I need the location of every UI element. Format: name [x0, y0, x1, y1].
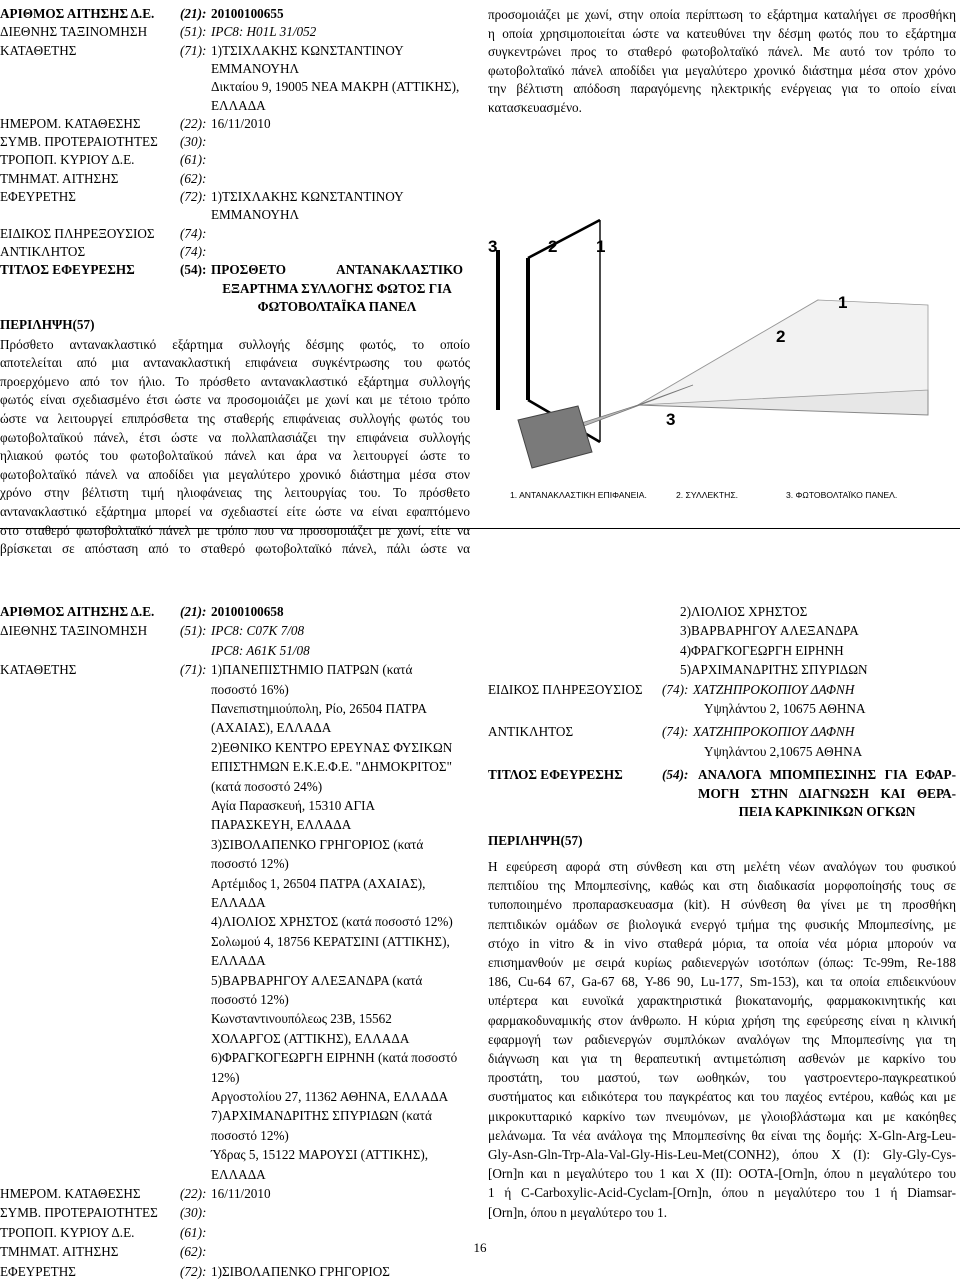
- reflector-perspective-view: [518, 293, 928, 468]
- biblio-code: (21):: [180, 604, 207, 619]
- representative-code: (74):: [662, 724, 689, 740]
- diagram-label-3: 3: [666, 410, 676, 429]
- biblio-code: (61):: [180, 1224, 207, 1240]
- abstract-line: προσομοιάζει με χωνί, στην οποία περίπτωση το εξάρτημα καταλήγει σε προσθήκη: [488, 7, 956, 22]
- abstract-line: χρόνο στην βέλτιστη τιμή ηλιοφάνειας της λειτουργίας του. Το πρόσθετο: [0, 485, 470, 501]
- biblio-code: (22):: [180, 115, 207, 131]
- biblio-value-continuation: ΕΜΜΑΝΟΥΗΛ: [211, 207, 300, 223]
- biblio-value-continuation: (ΑΧΑΙΑΣ), ΕΛΛΑΔΑ: [211, 720, 332, 736]
- invention-title-line: ΕΞΑΡΤΗΜΑ ΣΥΛΛΟΓΗΣ ΦΩΤΟΣ ΓΙΑ: [222, 280, 452, 296]
- biblio-value: 20100100655: [211, 6, 284, 21]
- abstract-line: πεπτιδίου της Μπομπεσίνης, καθώς και στη διαδικασία μορφοποίησής τους σε: [488, 878, 956, 894]
- abstract-line: φωτοβολταϊκού πάνελ, έτσι ώστε να πολλαπλασιάζει την επιφάνεια συλλογής: [0, 429, 470, 445]
- biblio-code: (22):: [180, 1186, 207, 1201]
- biblio-value-continuation: 3)ΣΙΒΟΛΑΠΕΝΚΟ ΓΡΗΓΟΡΙΟΣ (κατά: [211, 836, 424, 852]
- abstract-line: εφαρμογή των ραδιενεργών συμπλόκων αναλόγων της Μπομπεσίνης για τη: [488, 1031, 956, 1047]
- abstract-line: αντανακλαστικό εξάρτημα μπορεί να σχεδιαστεί είτε ώστε να είναι εφαπτόμενο: [0, 504, 470, 520]
- biblio-code: (62):: [180, 170, 207, 186]
- biblio-value-continuation: Πανεπιστημιούπολη, Ρίο, 26504 ΠΑΤΡΑ: [211, 701, 427, 716]
- representative-line: ΧΑΤΖΗΠΡΟΚΟΠΙΟΥ ΔΑΦΝΗ: [693, 724, 855, 740]
- abstract-line: αποτελείται από μια αντανακλαστική επιφάνεια συγκέντρωσης του φωτός: [0, 355, 470, 371]
- abstract-line: ώστε να λειτουργεί επιπρόσθετα της σταθερής επιφάνειας συλλογής φωτός του: [0, 411, 470, 427]
- abstract-line: επισημανθούν με σειρά κυρίως ραδιενεργών ισοτόπων (όπως: Tc-99m, Re-188: [488, 955, 956, 971]
- abstract-line: Gly-Asn-Gln-Trp-Ala-Val-Gly-His-Leu-Met(CONH2), όπου X (I): Gly-Gly-Cys-: [488, 1147, 956, 1163]
- biblio-label: ΚΑΤΑΘΕΤΗΣ: [0, 42, 77, 58]
- biblio-value-continuation: 12%): [211, 1069, 240, 1085]
- page-number: 16: [473, 1240, 487, 1255]
- biblio-value: 16/11/2010: [211, 1186, 271, 1201]
- abstract-line: η οποία χρησιμοποιείται ώστε να κατευθύνει την δέσμη φωτός που το εξάρτημα: [488, 25, 956, 41]
- diagram-caption-2: 2. ΣΥΛΛΕΚΤΗΣ.: [676, 490, 739, 500]
- representative-label: ΑΝΤΙΚΛΗΤΟΣ: [488, 724, 574, 740]
- diagram-captions: [510, 490, 897, 500]
- biblio-value-continuation: Αργοστολίου 27, 11362 ΑΘΗΝΑ, ΕΛΛΑΔΑ: [211, 1089, 449, 1104]
- agent-code: (74):: [662, 681, 689, 697]
- agent-line: ΧΑΤΖΗΠΡΟΚΟΠΙΟΥ ΔΑΦΝΗ: [693, 681, 855, 697]
- biblio-label: ΤΡΟΠΟΠ. ΚΥΡΙΟΥ Δ.Ε.: [0, 1224, 135, 1240]
- photovoltaic-panel: [518, 406, 592, 468]
- inventor-continuation: 4)ΦΡΑΓΚΟΓΕΩΡΓΗ ΕΙΡΗΝΗ: [680, 642, 844, 658]
- entry-1-abstract-continuation: [488, 6, 956, 118]
- abstract-line: υπέρτερα και ευνοϊκά χαρακτηριστικά βιοκατανομής, φαρμακοκινητικής και: [488, 993, 956, 1009]
- biblio-label: ΗΜΕΡΟΜ. ΚΑΤΑΘΕΣΗΣ: [0, 1186, 141, 1201]
- biblio-label: ΤΜΗΜΑΤ. ΑΙΤΗΣΗΣ: [0, 1244, 119, 1260]
- abstract-line: την βέλτιστη απόδοση παραγόμενης ηλεκτρικής ενέργειας για το οποίο είναι: [488, 81, 956, 97]
- biblio-value-continuation: ποσοστό 12%): [211, 856, 289, 872]
- abstract-line: στόχο in vitro & in vivo σταθερά μόρια, τα οποία νέα μόρια μπορούν να: [488, 935, 956, 951]
- diagram-caption-3: 3. ΦΩΤΟΒΟΛΤΑΪΚΟ ΠΑΝΕΛ.: [786, 490, 898, 500]
- biblio-code: (30):: [180, 1205, 207, 1221]
- biblio-code: (72):: [180, 1263, 207, 1279]
- biblio-value: 1)ΠΑΝΕΠΙΣΤΗΜΙΟ ΠΑΤΡΩΝ (κατά: [211, 662, 413, 678]
- biblio-code: (51):: [180, 623, 207, 639]
- panel-bar-side-view: [496, 250, 500, 410]
- biblio-label: ΣΥΜΒ. ΠΡΟΤΕΡΑΙΟΤΗΤΕΣ: [0, 134, 158, 150]
- abstract-line: συστήματος και ειδικότερα του παγκρέατος και του παχέος εντέρου, καθώς και με: [488, 1089, 956, 1105]
- invention-title-line: ΜΟΓΗ ΣΤΗΝ ΔΙΑΓΝΩΣΗ ΚΑΙ ΘΕΡΑ-: [698, 785, 956, 801]
- biblio-label: ΤΜΗΜΑΤ. ΑΙΤΗΣΗΣ: [0, 170, 119, 186]
- biblio-value-continuation: ΧΟΛΑΡΓΟΣ (ΑΤΤΙΚΗΣ), ΕΛΛΑΔΑ: [211, 1030, 410, 1046]
- abstract-line: μικροκυτταρικό καρκίνο των πνευμόνων, με γλοιοβλάστωμα και με κακόηθες: [488, 1108, 956, 1124]
- biblio-label: ΕΦΕΥΡΕΤΗΣ: [0, 189, 76, 204]
- biblio-value-continuation: IPC8: A61K 51/08: [211, 642, 310, 658]
- abstract-line: πεπτιδικών ομάδων σε βιολογικά ενεργό τμήμα της φυσικής Μπομπεσίνης, με: [488, 916, 956, 932]
- abstract-line: ηλιακού φωτός του φωτοβολταϊκού πάνελ και άρα να λειτουργεί ώστε το: [0, 448, 470, 464]
- invention-title-line: ΑΝΑΛΟΓΑ ΜΠΟΜΠΕΣΙΝΗΣ ΓΙΑ ΕΦΑΡ-: [698, 767, 956, 783]
- biblio-code: (74):: [180, 225, 207, 241]
- biblio-value-continuation: Αγία Παρασκευή, 15310 ΑΓΙΑ: [211, 798, 376, 813]
- invention-title-line: ΠΡΟΣΘΕΤΟ ΑΝΤΑΝΑΚΛΑΣΤΙΚΟ: [211, 262, 463, 278]
- biblio-value-continuation: ΕΜΜΑΝΟΥΗΛ: [211, 60, 300, 76]
- abstract-line: προερχόμενο από τον ήλιο. Το πρόσθετο αντανακλαστικό εξάρτημα συλλογής: [0, 373, 470, 389]
- invention-title-line: ΠΕΙΑ ΚΑΡΚΙΝΙΚΩΝ ΟΓΚΩΝ: [738, 804, 916, 820]
- abstract-line: βρίσκεται σε απόσταση από το σταθερό φωτοβολταϊκό πάνελ, πάλι ώστε να: [0, 541, 470, 557]
- biblio-value-continuation: 4)ΛΙΟΛΙΟΣ ΧΡΗΣΤΟΣ (κατά ποσοστό 12%): [211, 914, 453, 930]
- biblio-value-continuation: ΠΑΡΑΣΚΕΥΗ, ΕΛΛΑΔΑ: [211, 817, 352, 833]
- biblio-value-continuation: ΕΠΙΣΤΗΜΩΝ Ε.Κ.Ε.Φ.Ε. "ΔΗΜΟΚΡΙΤΟΣ": [211, 759, 452, 775]
- abstract-text: [0, 336, 470, 559]
- representative-line: Υψηλάντου 2,10675 ΑΘΗΝΑ: [704, 743, 863, 759]
- agent-line: Υψηλάντου 2, 10675 ΑΘΗΝΑ: [704, 701, 866, 716]
- biblio-label: ΕΙΔΙΚΟΣ ΠΛΗΡΕΞΟΥΣΙΟΣ: [0, 225, 155, 241]
- biblio-label: ΣΥΜΒ. ΠΡΟΤΕΡΑΙΟΤΗΤΕΣ: [0, 1205, 158, 1221]
- biblio-value-continuation: Ύδρας 5, 15122 ΜΑΡΟΥΣΙ (ΑΤΤΙΚΗΣ),: [211, 1147, 429, 1163]
- invention-title-code: (54):: [180, 262, 207, 278]
- diagram-label-2: 2: [776, 327, 786, 346]
- abstract-line: συγκεντρώνει προς το σταθερό φωτοβολταϊκό πάνελ. Με αυτό τον τρόπο το: [488, 44, 956, 60]
- abstract-line: κατασκευασμένο.: [488, 99, 582, 115]
- diagram-label-top-2: 2: [548, 237, 558, 256]
- abstract-text: [488, 857, 956, 1222]
- diagram-label-1: 1: [838, 293, 848, 312]
- biblio-code: (21):: [180, 6, 207, 21]
- invention-title-label: ΤΙΤΛΟΣ ΕΦΕΥΡΕΣΗΣ: [0, 262, 135, 278]
- abstract-line: φωτοβολταϊκό πάνελ αποδίδει για μεγαλύτερο χρονικό διάστημα μέσα στον χρόνο: [488, 62, 956, 78]
- biblio-code: (61):: [180, 152, 207, 168]
- biblio-label: ΑΡΙΘΜΟΣ ΑΙΤΗΣΗΣ Δ.Ε.: [0, 6, 155, 21]
- biblio-value: IPC8: C07K 7/08: [211, 623, 305, 639]
- biblio-code: (71):: [180, 662, 207, 678]
- biblio-code: (72):: [180, 189, 207, 204]
- diagram-caption-1: 1. ΑΝΤΑΝΑΚΛΑΣΤΙΚΗ ΕΠΙΦΑΝΕΙΑ.: [510, 490, 647, 500]
- abstract-heading: ΠΕΡΙΛΗΨΗ(57): [488, 833, 583, 848]
- abstract-line: Πρόσθετο αντανακλαστικό εξάρτημα συλλογής δέσμης φωτός, το οποίο: [0, 336, 470, 352]
- abstract-line: διάγνωση και για τη θεραπευτική αντιμετώπιση ασθενών με καρκίνο του: [488, 1051, 956, 1067]
- biblio-value-continuation: Δικταίου 9, 19005 ΝΕΑ ΜΑΚΡΗ (ΑΤΤΙΚΗΣ),: [211, 79, 460, 95]
- abstract-line: φωτοβολταϊκό πάνελ να αποδίδει για μεγαλύτερο χρονικό διάστημα μέσα στον: [0, 466, 470, 482]
- abstract-line: προστάτη, του μαστού, των ωοθηκών, του γαστροεντερο-παγκρεατικού: [488, 1070, 956, 1086]
- collector-bar-side-view: [526, 258, 530, 400]
- reflector-side-view: [488, 220, 605, 442]
- biblio-value: 1)ΣΙΒΟΛΑΠΕΝΚΟ ΓΡΗΓΟΡΙΟΣ: [211, 1263, 390, 1279]
- biblio-code: (51):: [180, 24, 207, 40]
- biblio-code: (62):: [180, 1244, 207, 1260]
- biblio-value-continuation: ΕΛΛΑΔΑ: [211, 953, 266, 969]
- biblio-value-continuation: 2)ΕΘΝΙΚΟ ΚΕΝΤΡΟ ΕΡΕΥΝΑΣ ΦΥΣΙΚΩΝ: [211, 739, 453, 755]
- biblio-value-continuation: ποσοστό 12%): [211, 992, 289, 1007]
- abstract-line: τυποποιημένο προπαρασκευασμα (kit). Η σύνθεση θα γίνει με τη προσθήκη: [488, 897, 956, 913]
- biblio-label: ΔΙΕΘΝΗΣ ΤΑΞΙΝΟΜΗΣΗ: [0, 24, 148, 40]
- reflector-upper-edge: [528, 220, 600, 258]
- abstract-line: 1 ή C-Carboxylic-Acid-Cyclam-[Orn]n, όπου n μεγαλύτερο του 1 ή Diamsar-: [488, 1185, 956, 1201]
- biblio-value: 1)ΤΣΙΧΛΑΚΗΣ ΚΩΝΣΤΑΝΤΙΝΟΥ: [211, 189, 404, 204]
- biblio-label: ΑΡΙΘΜΟΣ ΑΙΤΗΣΗΣ Δ.Ε.: [0, 604, 155, 619]
- biblio-label: ΚΑΤΑΘΕΤΗΣ: [0, 662, 77, 678]
- inventor-continuation: 5)ΑΡΧΙΜΑΝΔΡΙΤΗΣ ΣΠΥΡΙΔΩΝ: [680, 662, 868, 678]
- biblio-value-continuation: 5)ΒΑΡΒΑΡΗΓΟΥ ΑΛΕΞΑΝΔΡΑ (κατά: [211, 972, 423, 988]
- abstract-line: [Orn]n και n μεγαλύτερο του 1 και X (II): OOTA-[Orn]n, όπου n μεγαλύτερο του: [488, 1166, 956, 1182]
- biblio-value: 20100100658: [211, 604, 284, 619]
- biblio-code: (30):: [180, 134, 207, 150]
- biblio-code: (71):: [180, 42, 207, 58]
- biblio-value-continuation: Κωνσταντινουπόλεως 23Β, 15562: [211, 1011, 392, 1027]
- abstract-heading: ΠΕΡΙΛΗΨΗ(57): [0, 317, 95, 333]
- biblio-value-continuation: 7)ΑΡΧΙΜΑΝΔΡΙΤΗΣ ΣΠΥΡΙΔΩΝ (κατά: [211, 1108, 432, 1124]
- biblio-value-continuation: 6)ΦΡΑΓΚΟΓΕΩΡΓΗ ΕΙΡΗΝΗ (κατά ποσοστό: [211, 1050, 458, 1066]
- biblio-value: 16/11/2010: [211, 115, 271, 131]
- biblio-label: ΑΝΤΙΚΛΗΤΟΣ: [0, 243, 86, 259]
- biblio-value: 1)ΤΣΙΧΛΑΚΗΣ ΚΩΝΣΤΑΝΤΙΝΟΥ: [211, 42, 404, 58]
- biblio-code: (74):: [180, 243, 207, 259]
- biblio-value-continuation: (κατά ποσοστό 24%): [211, 778, 323, 794]
- diagram-label-top-3: 3: [488, 237, 498, 256]
- diagram-label-top-1: 1: [596, 237, 606, 256]
- abstract-line: φαρμακοδυναμικής στον άνθρωπο. Η κύρια χρήση της εφεύρεσης είναι η κλινική: [488, 1012, 956, 1028]
- biblio-value-continuation: Σολωμού 4, 18756 ΚΕΡΑΤΣΙΝΙ (ΑΤΤΙΚΗΣ),: [211, 933, 450, 949]
- biblio-value-continuation: ποσοστό 12%): [211, 1127, 289, 1143]
- abstract-line: φωτός είναι σχεδιασμένο έτσι ώστε να προσομοιάζει με χωνί και με τέτοιο τρόπο: [0, 392, 470, 408]
- biblio-value-continuation: Αρτέμιδος 1, 26504 ΠΑΤΡΑ (ΑΧΑΙΑΣ),: [211, 875, 426, 891]
- biblio-label: ΗΜΕΡΟΜ. ΚΑΤΑΘΕΣΗΣ: [0, 115, 141, 131]
- agent-label: ΕΙΔΙΚΟΣ ΠΛΗΡΕΞΟΥΣΙΟΣ: [488, 681, 643, 697]
- biblio-label: ΔΙΕΘΝΗΣ ΤΑΞΙΝΟΜΗΣΗ: [0, 623, 148, 639]
- biblio-value-continuation: ΕΛΛΑΔΑ: [211, 1166, 266, 1182]
- abstract-line: [Orn]n, όπου n μεγαλύτερο του 1.: [488, 1204, 667, 1220]
- biblio-label: ΤΡΟΠΟΠ. ΚΥΡΙΟΥ Δ.Ε.: [0, 152, 135, 168]
- inventor-continuation: 2)ΛΙΟΛΙΟΣ ΧΡΗΣΤΟΣ: [680, 604, 808, 619]
- abstract-line: στο σταθερό φωτοβολταϊκό πάνελ με τρόπο που να προσομοιάζει με χωνί, είτε να: [0, 522, 470, 538]
- solar-reflector-diagram: [488, 180, 948, 510]
- abstract-line: 186, Cu-64 67, Ga-67 68, Y-86 90, Lu-177, Sm-153), και τα οποία επιδεικνύουν: [488, 974, 956, 990]
- invention-title-label: ΤΙΤΛΟΣ ΕΦΕΥΡΕΣΗΣ: [488, 767, 623, 783]
- biblio-value-continuation: ποσοστό 16%): [211, 681, 289, 697]
- invention-title-code: (54):: [662, 767, 689, 783]
- biblio-value-continuation: ΕΛΛΑΔΑ: [211, 97, 266, 113]
- biblio-label: ΕΦΕΥΡΕΤΗΣ: [0, 1263, 76, 1279]
- inventor-continuation: 3)ΒΑΡΒΑΡΗΓΟΥ ΑΛΕΞΑΝΔΡΑ: [680, 623, 859, 639]
- biblio-value: IPC8: H01L 31/052: [211, 24, 317, 40]
- abstract-line: μελάνωμα. Τα νέα ανάλογα της Μπομπεσίνης θα είναι της δομής: X-Gln-Arg-Leu-: [488, 1127, 956, 1143]
- biblio-value-continuation: ΕΛΛΑΔΑ: [211, 895, 266, 910]
- section-divider: [0, 528, 960, 529]
- abstract-line: Η εφεύρεση αφορά στη σύνθεση και στη μελέτη νέων αναλόγων του φυσικού: [488, 859, 956, 874]
- invention-title-line: ΦΩΤΟΒΟΛΤΑΪΚΑ ΠΑΝΕΛ: [257, 298, 417, 314]
